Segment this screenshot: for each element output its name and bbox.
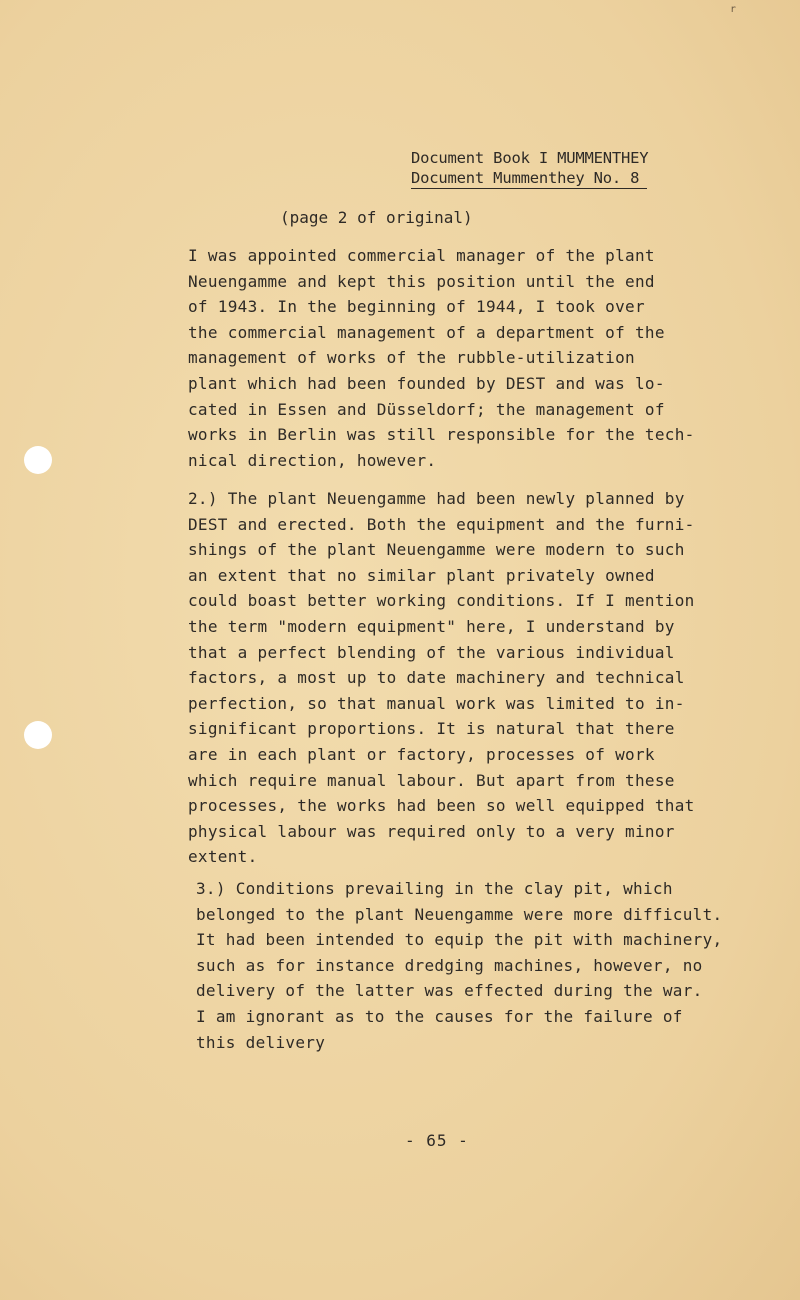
text-line: 2.) The plant Neuengamme had been newly planned by: [188, 489, 685, 508]
corner-mark: r: [729, 4, 736, 15]
text-line: that a perfect blending of the various individual: [188, 642, 675, 662]
text-line: which require manual labour. But apart from these: [188, 770, 675, 790]
text-line: Neuengamme and kept this position until the end: [188, 271, 655, 291]
text-line: factors, a most up to date machinery and technical: [188, 668, 685, 688]
text-line: 3.) Conditions prevailing in the clay pit, which: [196, 879, 673, 898]
punch-hole-bottom: [24, 721, 52, 749]
text-line: the commercial management of a department of the: [188, 322, 665, 342]
text-line: the term "modern equipment" here, I understand by: [188, 616, 675, 636]
text-line: DEST and erected. Both the equipment and the furni-: [188, 514, 695, 534]
header-line-2: Document Mummenthey No. 8: [411, 168, 647, 189]
text-line: perfection, so that manual work was limited to in-: [188, 693, 685, 713]
paragraph-1: [188, 243, 748, 473]
text-line: physical labour was required only to a very minor: [188, 821, 675, 841]
text-line: could boast better working conditions. If I mention: [188, 591, 695, 611]
text-line: cated in Essen and Düsseldorf; the management of: [188, 399, 665, 419]
paragraph-2: [188, 486, 748, 870]
text-line: belonged to the plant Neuengamme were more difficult.: [196, 904, 723, 924]
text-line: plant which had been founded by DEST and was lo-: [188, 373, 665, 393]
text-line: significant proportions. It is natural that there: [188, 719, 675, 739]
text-line: It had been intended to equip the pit with machinery,: [196, 930, 723, 950]
text-line: management of works of the rubble-utilization: [188, 348, 635, 368]
text-line: delivery of the latter was effected during the war.: [196, 981, 703, 1001]
text-line: I am ignorant as to the causes for the failure of: [196, 1006, 683, 1026]
page-subtitle: (page 2 of original): [280, 208, 473, 227]
punch-hole-top: [24, 446, 52, 474]
text-line: of 1943. In the beginning of 1944, I took over: [188, 297, 645, 317]
text-line: extent.: [188, 847, 258, 867]
text-line: an extent that no similar plant privately owned: [188, 565, 655, 585]
text-line: are in each plant or factory, processes of work: [188, 744, 655, 764]
text-line: nical direction, however.: [188, 450, 437, 470]
text-line: I was appointed commercial manager of the plant: [188, 246, 655, 265]
text-line: this delivery: [196, 1032, 326, 1052]
text-line: shings of the plant Neuengamme were modern to such: [188, 540, 685, 560]
header-line-1: Document Book I MUMMENTHEY: [411, 149, 649, 167]
document-header: [411, 148, 648, 189]
text-line: processes, the works had been so well equipped that: [188, 796, 695, 816]
text-line: works in Berlin was still responsible for the tech-: [188, 425, 695, 445]
page-number: - 65 -: [405, 1131, 469, 1150]
paragraph-3: [196, 876, 756, 1055]
text-line: such as for instance dredging machines, however, no: [196, 955, 703, 975]
